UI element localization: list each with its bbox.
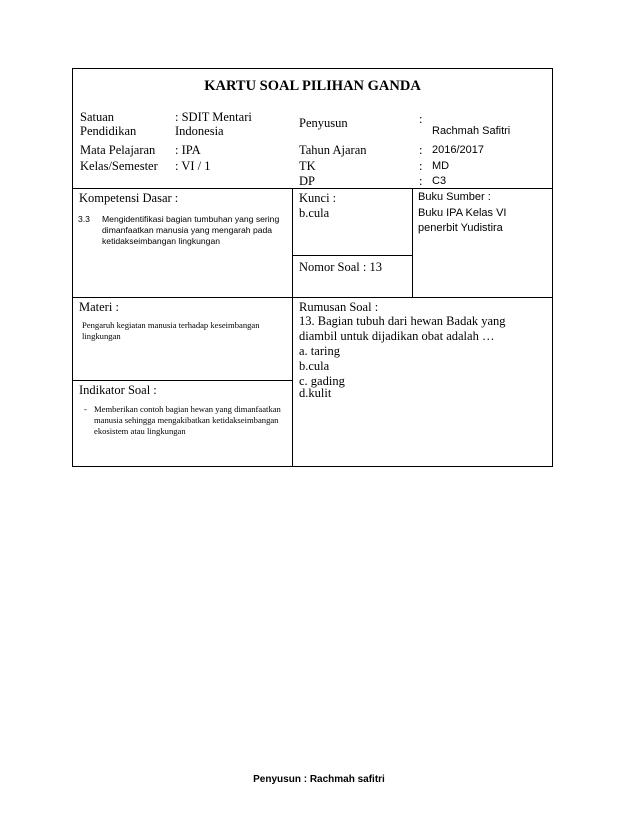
divider-materi-top: [72, 297, 553, 298]
indikator-label: Indikator Soal :: [79, 383, 157, 397]
mapel-value: : IPA: [175, 143, 201, 157]
tk-label: TK: [299, 159, 316, 173]
tahun-label: Tahun Ajaran: [299, 143, 367, 157]
option-b: b.cula: [299, 359, 330, 373]
tk-value: MD: [432, 160, 450, 172]
materi-label: Materi :: [79, 300, 119, 314]
satuan-label-2: Pendidikan: [80, 124, 137, 138]
footer-penyusun: Penyusun : Rachmah safitri: [253, 774, 385, 785]
penyusun-label: Penyusun: [299, 116, 348, 130]
kelas-value: : VI / 1: [175, 159, 211, 173]
tahun-value: 2016/2017: [432, 144, 484, 156]
divider-indikator-top: [72, 380, 293, 381]
nomor-soal: Nomor Soal : 13: [299, 260, 382, 274]
tahun-colon: :: [419, 143, 423, 157]
satuan-value-2: Indonesia: [175, 124, 224, 138]
kunci-value: b.cula: [299, 206, 330, 220]
indikator-text: Memberikan contoh bagian hewan yang dimanfaatkan manusia sehingga mengakibatkan ketidakseimbangan ekosistem atau lingkungan: [94, 404, 281, 436]
satuan-label: Satuan: [80, 110, 115, 124]
mapel-label: Mata Pelajaran: [80, 143, 156, 157]
divider-header: [72, 188, 553, 189]
tk-colon: :: [419, 159, 423, 173]
buku-label: Buku Sumber :: [418, 191, 491, 203]
kompetensi-text: Mengidentifikasi bagian tumbuhan yang sering dimanfaatkan manusia yang mengarah pada ketidakseimbangan lingkungan: [102, 214, 280, 246]
dp-value: C3: [432, 175, 447, 187]
divider-col-left: [292, 188, 293, 467]
penyusun-colon: :: [419, 112, 423, 126]
kompetensi-number: 3.3: [78, 214, 90, 224]
kompetensi-label: Kompetensi Dasar :: [79, 191, 179, 205]
option-c: c. gading: [299, 374, 345, 388]
indikator-bullet: -: [84, 404, 87, 414]
divider-col-buku: [412, 188, 413, 298]
materi-text: Pengaruh kegiatan manusia terhadap keseimbangan lingkungan: [82, 320, 260, 341]
kelas-label: Kelas/Semester: [80, 159, 158, 173]
option-d: d.kulit: [299, 386, 332, 400]
penyusun-value: Rachmah Safitri: [432, 125, 511, 137]
divider-nomor-top: [293, 255, 412, 256]
kunci-label: Kunci :: [299, 191, 337, 205]
question-line-1: 13. Bagian tubuh dari hewan Badak yang: [299, 314, 506, 328]
dp-colon: :: [419, 174, 423, 188]
dp-label: DP: [299, 174, 315, 188]
buku-value: Buku IPA Kelas VI penerbit Yudistira: [418, 207, 507, 234]
satuan-value: : SDIT Mentari: [175, 110, 252, 124]
rumusan-label: Rumusan Soal :: [299, 300, 379, 314]
option-a: a. taring: [299, 344, 340, 358]
question-line-2: diambil untuk dijadikan obat adalah …: [299, 329, 495, 343]
card-title: KARTU SOAL PILIHAN GANDA: [204, 78, 421, 94]
